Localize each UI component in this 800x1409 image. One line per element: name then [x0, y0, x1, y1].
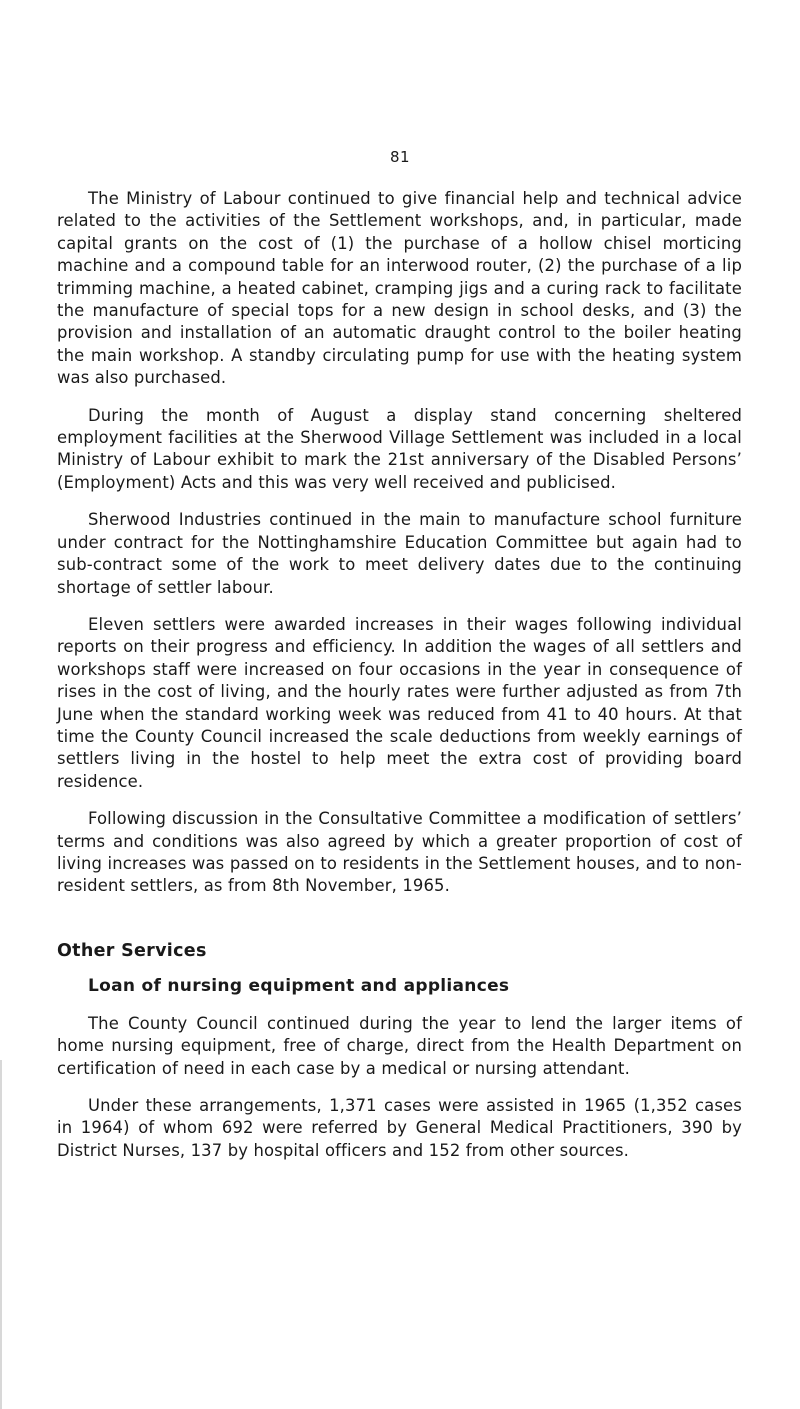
paragraph-sherwood-industries: Sherwood Industries continued in the main to manufacture school furniture under contract for the Nottinghamshire Education Committee but again had to sub-contract some of the work to meet delivery dates due to the continuing shortage of settler labour. — [57, 510, 742, 597]
paragraph-ministry-of-labour: The Ministry of Labour continued to give financial help and technical advice related to the activities of the Settlement workshops, and, in particular, made capital grants on the cost of (1) the purchase of a hollow chisel morticing machine and a compound table for an interwood router, (2) the purchase of a lip trimming machine, a heated cabinet, cramping jigs and a curing rack to facilitate the manufacture of special tops for a new design in school desks, and (3) the provision and installation of an automatic draught control to the boiler heating the main workshop. A standby circulating pump for use with the heating system was also purchased. — [57, 189, 742, 388]
paragraph-nursing-equipment: The County Council continued during the year to lend the larger items of home nursing equipment, free of charge, direct from the Health Department on certification of need in each case by a medical or nursing attendant. — [57, 1013, 742, 1078]
page-number: 81 — [389, 148, 411, 166]
paragraph-display-stand: During the month of August a display stand concerning sheltered employment facilities at the Sherwood Village Settlement was included in a local Ministry of Labour exhibit to mark the 21st anniversary of the Disabled Persons’ (Employment) Acts and this was very well received and publicised. — [57, 405, 742, 492]
scan-margin-line — [0, 1060, 2, 1409]
paragraph-consultative-committee: Following discussion in the Consultative Committee a modification of settlers’ terms and conditions was also agreed by which a greater proportion of cost of living increases was passed on to residents in the Settlement houses, and to non-resident settlers, as from 8th November, 1965. — [57, 809, 742, 896]
sub-heading: Loan of nursing equipment and appliances — [88, 975, 510, 996]
body-text — [57, 188, 742, 1177]
section-heading: Other Services — [57, 940, 207, 961]
paragraph-settler-wages: Eleven settlers were awarded increases in their wages following individual reports on their progress and efficiency. In addition the wages of all settlers and workshops staff were increased on four occasions in the year in consequence of rises in the cost of living, and the hourly rates were further adjusted as from 7th June when the standard working week was reduced from 41 to 40 hours. At that time the County Council increased the scale deductions from weekly earnings of settlers living in the hostel to help meet the extra cost of providing board residence. — [57, 614, 742, 791]
paragraph-cases-assisted: Under these arrangements, 1,371 cases were assisted in 1965 (1,352 cases in 1964) of whom 692 were referred by General Medical Practitioners, 390 by District Nurses, 137 by hospital officers and 152 from other sources. — [57, 1096, 742, 1160]
